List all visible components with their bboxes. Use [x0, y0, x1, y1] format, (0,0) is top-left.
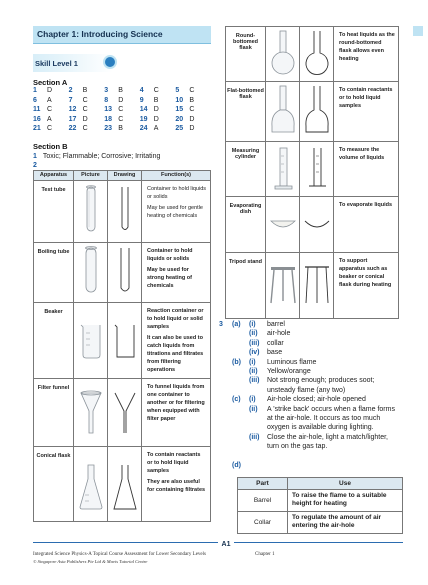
answer-letter: B: [189, 96, 195, 104]
page-number: A1: [218, 541, 234, 552]
answer-letter: C: [118, 115, 124, 123]
apparatus-drawing: [108, 378, 142, 446]
part-name: Collar: [238, 511, 288, 533]
apparatus-drawing: [300, 253, 334, 319]
apparatus-function: To heat liquids as the round-bottomed flask allows even heating: [334, 27, 399, 82]
table-row: [226, 253, 399, 319]
table-row: [34, 243, 211, 303]
apparatus-picture: [266, 27, 300, 82]
apparatus-function: [142, 181, 211, 243]
question-number: 6: [33, 96, 37, 104]
apparatus-function: To measure the volume of liquids: [334, 142, 399, 197]
part-use: To regulate the amount of air entering the air-hole: [288, 511, 403, 533]
roman-label: (i): [249, 396, 256, 404]
question-number: 1: [33, 87, 37, 94]
answer-text: barrel: [267, 321, 285, 328]
answer-text: collar: [267, 339, 284, 347]
apparatus-table-continued: [225, 26, 399, 319]
table-row: [226, 82, 399, 142]
apparatus-picture: [74, 378, 108, 446]
question-number: 15: [175, 106, 184, 114]
apparatus-function: To evaporate liquids: [334, 197, 399, 253]
part-use: To raise the flame to a suitable height for heating: [288, 490, 403, 512]
flat-bottomed-flask-photo-icon: [268, 82, 298, 138]
roman-label: (i): [249, 321, 256, 328]
column-header: Use: [288, 478, 403, 490]
answer-text: Not strong enough; produces soot;: [267, 377, 375, 385]
answer-text: oxygen is available during lighting.: [267, 424, 374, 432]
q1-answer: Toxic; Flammable; Corrosive; Irritating: [42, 153, 161, 160]
round-bottomed-flask-photo-icon: [268, 27, 298, 79]
filter-funnel-photo-icon: [76, 379, 106, 443]
answer-text: at the air-hole. It occurs as too much: [267, 415, 381, 422]
question-number: 13: [104, 106, 112, 114]
table-row: [238, 490, 403, 512]
answer-text: turn on the gas tap.: [267, 443, 328, 451]
apparatus-drawing: [300, 82, 334, 142]
tripod-stand-photo-icon: [268, 253, 298, 315]
table-header-row: [238, 478, 403, 490]
question-number: 12: [68, 106, 77, 114]
apparatus-drawing: [300, 197, 334, 253]
table-row: [34, 181, 211, 243]
answer-row: [33, 116, 211, 126]
apparatus-name: Tripod stand: [226, 253, 266, 319]
function-text: They are also useful for containing filtrates: [147, 478, 206, 493]
table-row: [226, 142, 399, 197]
part-label: (d): [232, 462, 241, 469]
answer-letter: C: [82, 96, 88, 104]
answer-letter: D: [153, 115, 159, 123]
question-number: 20: [175, 115, 184, 123]
answer-text: Luminous flame: [267, 358, 317, 366]
apparatus-function: [142, 243, 211, 303]
answer-letter: B: [118, 125, 123, 133]
function-text: It can also be used to catch liquids from titrations and filtrates from filtering operations: [147, 334, 204, 373]
measuring-cylinder-drawing-icon: [302, 142, 332, 194]
answer-letter: D: [153, 106, 159, 114]
answer-letter: B: [82, 87, 88, 94]
answer-letter: A: [153, 125, 159, 133]
apparatus-function: [142, 378, 211, 446]
answer-letter: C: [189, 106, 195, 114]
answer-letter: C: [153, 87, 159, 94]
column-header: Function(s): [142, 171, 211, 181]
apparatus-drawing: [108, 303, 142, 379]
roman-label: (ii): [249, 368, 258, 375]
function-text: Reaction container or to hold liquid or solid samples: [147, 308, 204, 330]
apparatus-picture: [74, 181, 108, 243]
beaker-photo-icon: [76, 303, 106, 373]
apparatus-drawing: [300, 27, 334, 82]
footer-copyright: © Singapore Asia Publishers Pte Ltd & Mavis Tutorial Centre: [33, 559, 148, 564]
apparatus-drawing: [108, 243, 142, 303]
skill-level-label: Skill Level 1: [35, 59, 78, 68]
page-corner-marker: [413, 26, 423, 36]
table-header-row: [34, 171, 211, 181]
answer-letter: C: [47, 106, 53, 114]
question-number: 11: [33, 106, 41, 114]
measuring-cylinder-photo-icon: [268, 142, 298, 194]
roman-label: (iii): [249, 377, 260, 385]
apparatus-name: Beaker: [34, 303, 74, 379]
question-number: 25: [175, 125, 184, 133]
answer-row: [33, 106, 211, 116]
answer-letter: B: [118, 87, 123, 94]
question-number: 8: [104, 96, 109, 104]
apparatus-name: Round-bottomed flask: [226, 27, 266, 82]
question-number: 17: [68, 115, 77, 123]
answer-text: Air-hole closed; air-hole opened: [267, 396, 366, 404]
skill-level-banner: [33, 54, 113, 72]
column-header: Drawing: [108, 171, 142, 181]
boiling-tube-photo-icon: [76, 243, 106, 299]
table-row: [34, 446, 211, 521]
question-number: 3: [219, 321, 223, 328]
chapter-title: Chapter 1: Introducing Science: [37, 29, 163, 39]
question-number: 3: [104, 87, 109, 94]
evaporating-dish-photo-icon: [268, 197, 298, 249]
flat-bottomed-flask-drawing-icon: [302, 82, 332, 138]
roman-label: (iii): [249, 433, 260, 441]
part-name: Barrel: [238, 490, 288, 512]
badge-icon: [103, 55, 117, 69]
apparatus-function: [142, 446, 211, 521]
answer-text: A 'strike back' occurs when a flame forms: [267, 405, 395, 413]
roman-label: (iii): [249, 339, 260, 347]
answer-row: [33, 87, 211, 97]
apparatus-name: Evaporating dish: [226, 197, 266, 253]
table-row: [34, 378, 211, 446]
question-number: 16: [33, 115, 41, 123]
function-text: Container to hold liquids or solids: [147, 186, 207, 200]
roman-label: (ii): [249, 330, 258, 338]
apparatus-picture: [74, 446, 108, 521]
apparatus-picture: [266, 142, 300, 197]
question-number: 4: [139, 87, 144, 94]
beaker-drawing-icon: [110, 303, 140, 373]
question-number: 22: [68, 125, 77, 133]
apparatus-name: Test tube: [34, 181, 74, 243]
roman-label: (i): [249, 358, 256, 366]
part-label: (c): [232, 396, 241, 404]
answer-letter: C: [118, 106, 124, 114]
question-number: 7: [68, 96, 73, 104]
column-header: Picture: [74, 171, 108, 181]
apparatus-drawing: [108, 446, 142, 521]
test-tube-photo-icon: [76, 181, 106, 239]
question-number: 23: [104, 125, 112, 133]
question-number: 9: [139, 96, 144, 104]
table-row: [226, 27, 399, 82]
answer-text: Close the air-hole, light a match/lighter,: [267, 433, 389, 441]
function-text: Container to hold liquids or solids: [147, 248, 193, 262]
answer-letter: C: [82, 106, 88, 114]
answer-letter: D: [189, 115, 195, 123]
boiling-tube-drawing-icon: [110, 243, 140, 299]
conical-flask-drawing-icon: [110, 447, 140, 517]
answer-row: [33, 97, 211, 107]
function-text: To contain reactants or to hold liquid samples: [147, 451, 201, 474]
footer-book-title: Integrated Science Physics-A Topical Course Assessment for Lower Secondary Levels: [33, 552, 206, 557]
question-number: 21: [33, 125, 41, 133]
answer-row: [33, 125, 211, 135]
section-b-heading: Section B: [33, 142, 68, 151]
answer-letter: C: [82, 125, 88, 133]
function-text: May be used for gentle heating of chemicals: [147, 204, 203, 219]
question-number: 24: [139, 125, 148, 133]
question-number: 2: [68, 87, 73, 94]
apparatus-name: Boiling tube: [34, 243, 74, 303]
apparatus-picture: [266, 253, 300, 319]
question-number: 1: [33, 153, 37, 160]
answer-letter: B: [153, 96, 159, 104]
answer-letter: D: [47, 87, 53, 94]
apparatus-name: Flat-bottomed flask: [226, 82, 266, 142]
apparatus-picture: [266, 197, 300, 253]
roman-label: (ii): [249, 405, 258, 413]
apparatus-picture: [266, 82, 300, 142]
section-b-q2-number: 2: [33, 162, 37, 169]
apparatus-table: [33, 170, 211, 522]
round-bottomed-flask-drawing-icon: [302, 27, 332, 79]
parts-table: [237, 477, 403, 534]
apparatus-function: To contain reactants or to hold liquid samples: [334, 82, 399, 142]
question-number: 19: [139, 115, 148, 123]
answer-letter: A: [47, 115, 52, 123]
question-number: 18: [104, 115, 112, 123]
filter-funnel-drawing-icon: [110, 379, 140, 443]
evaporating-dish-drawing-icon: [302, 197, 332, 249]
function-text: May be used for strong heating of chemicals: [147, 266, 192, 289]
section-b-q1: [33, 153, 160, 160]
answer-letter: D: [82, 115, 88, 123]
table-row: [238, 511, 403, 533]
conical-flask-photo-icon: [76, 447, 106, 517]
column-header: Part: [238, 478, 288, 490]
question-number: 10: [175, 96, 184, 104]
test-tube-drawing-icon: [110, 181, 140, 239]
chapter-title-band: [33, 26, 211, 44]
apparatus-name: Measuring cylinder: [226, 142, 266, 197]
question-number: 5: [175, 87, 180, 94]
apparatus-drawing: [108, 181, 142, 243]
part-label: (a): [232, 321, 241, 328]
answer-letter: D: [189, 125, 195, 133]
answer-letter: C: [47, 125, 53, 133]
apparatus-drawing: [300, 142, 334, 197]
section-a-heading: Section A: [33, 78, 68, 87]
apparatus-name: Filter funnel: [34, 378, 74, 446]
apparatus-picture: [74, 243, 108, 303]
tripod-stand-drawing-icon: [302, 253, 332, 315]
answer-text: base: [267, 349, 283, 357]
apparatus-name: Conical flask: [34, 446, 74, 521]
apparatus-picture: [74, 303, 108, 379]
table-row: [226, 197, 399, 253]
table-row: [34, 303, 211, 379]
question-number: 14: [139, 106, 148, 114]
answer-letter: C: [189, 87, 195, 94]
answer-letter: D: [118, 96, 124, 104]
answer-text: Yellow/orange: [267, 368, 311, 375]
apparatus-function: To support apparatus such as beaker or conical flask during heating: [334, 253, 399, 319]
answer-text: air-hole: [267, 330, 291, 338]
roman-label: (iv): [249, 349, 260, 357]
answer-text: unsteady flame (any two): [267, 386, 346, 394]
part-label: (b): [232, 358, 241, 366]
footer-chapter: Chapter 1: [255, 552, 275, 557]
column-header: Apparatus: [34, 171, 74, 181]
answer-letter: A: [47, 96, 52, 104]
apparatus-function: [142, 303, 211, 379]
section-a-answer-grid: [33, 87, 211, 135]
function-text: To funnel liquids from one container to another or for filtering when equipped with filter paper: [147, 383, 205, 422]
